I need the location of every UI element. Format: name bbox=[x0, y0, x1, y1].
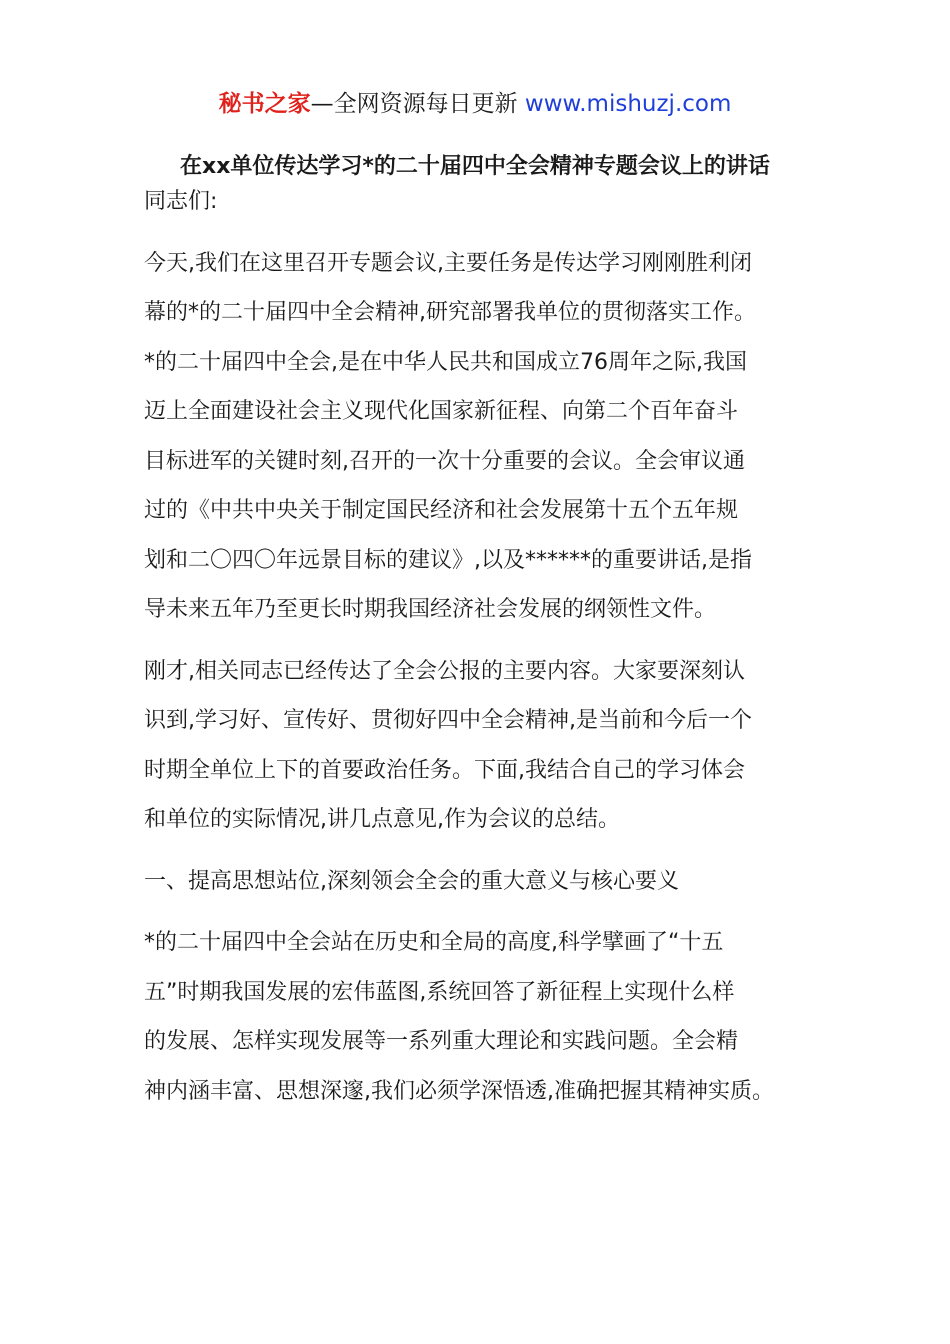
site-header bbox=[0, 88, 950, 120]
text-line: 刚才,相关同志已经传达了全会公报的主要内容。大家要深刻认 bbox=[144, 658, 745, 684]
text-line: 目标进军的关键时刻,召开的一次十分重要的会议。全会审议通 bbox=[144, 448, 745, 474]
site-brand: 秘书之家 bbox=[218, 91, 311, 117]
document-body bbox=[144, 177, 820, 1116]
text-line: 过的《中共中央关于制定国民经济和社会发展第十五个五年规 bbox=[144, 498, 739, 523]
text-line: 划和二〇四〇年远景目标的建议》,以及******的重要讲话,是指 bbox=[144, 547, 752, 573]
text-line: *的二十届四中全会站在历史和全局的高度,科学擘画了“十五 bbox=[144, 930, 724, 955]
text-line: 导未来五年乃至更长时期我国经济社会发展的纲领性文件。 bbox=[144, 597, 717, 622]
site-tagline: —全网资源每日更新 bbox=[310, 91, 518, 117]
text-line: 五”时期我国发展的宏伟蓝图,系统回答了新征程上实现什么样 bbox=[144, 979, 735, 1005]
paragraph-summary bbox=[144, 647, 820, 845]
section-heading-text: 一、提高思想站位,深刻领会全会的重大意义与核心要义 bbox=[144, 868, 679, 894]
text-line: 的发展、怎样实现发展等一系列重大理论和实践问题。全会精 bbox=[144, 1029, 739, 1054]
salutation: 同志们: bbox=[144, 189, 218, 214]
text-line: 神内涵丰富、思想深邃,我们必须学深悟透,准确把握其精神实质。 bbox=[144, 1078, 774, 1104]
section-heading-1 bbox=[144, 857, 820, 907]
text-line: 迈上全面建设社会主义现代化国家新征程、向第二个百年奋斗 bbox=[144, 399, 739, 424]
text-line: 和单位的实际情况,讲几点意见,作为会议的总结。 bbox=[144, 807, 620, 832]
text-line: 时期全单位上下的首要政治任务。下面,我结合自己的学习体会 bbox=[144, 757, 745, 783]
site-url-link[interactable]: www.mishuzj.com bbox=[524, 91, 732, 117]
text-line: 今天,我们在这里召开专题会议,主要任务是传达学习刚刚胜利闭 bbox=[144, 250, 752, 276]
text-line: 识到,学习好、宣传好、贯彻好四中全会精神,是当前和今后一个 bbox=[144, 708, 752, 733]
text-line: 幕的*的二十届四中全会精神,研究部署我单位的贯彻落实工作。 bbox=[144, 300, 756, 325]
paragraph-section-1 bbox=[144, 918, 820, 1116]
text-line: *的二十届四中全会,是在中华人民共和国成立76周年之际,我国 bbox=[144, 349, 747, 375]
paragraph-intro bbox=[144, 239, 820, 635]
document-title: 在xx单位传达学习*的二十届四中全会精神专题会议上的讲话 bbox=[180, 154, 770, 179]
